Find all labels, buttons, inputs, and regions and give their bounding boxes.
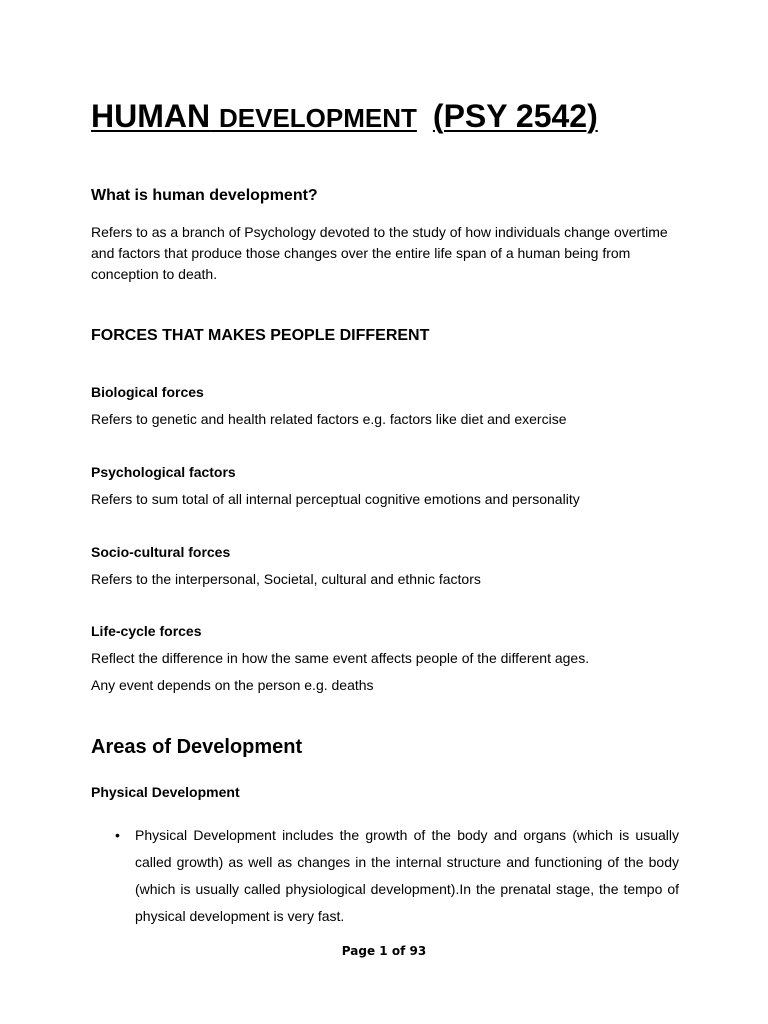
physical-development-heading: Physical Development (91, 784, 240, 800)
psychological-factors-text: Refers to sum total of all internal perceptual cognitive emotions and personality (91, 491, 580, 507)
psychological-factors-heading: Psychological factors (91, 464, 236, 480)
definition-paragraph: Refers to as a branch of Psychology devoted to the study of how individuals change overtime and factors that produce those changes over the entire life span of a human being from conception to death. (91, 224, 668, 282)
forces-heading: FORCES THAT MAKES PEOPLE DIFFERENT (91, 327, 430, 344)
page-number: 1 (379, 944, 388, 958)
life-cycle-forces-heading: Life-cycle forces (91, 623, 202, 639)
bullet-icon: • (115, 827, 120, 843)
socio-cultural-forces-text: Refers to the interpersonal, Societal, cultural and ethnic factors (91, 571, 481, 587)
biological-forces-text: Refers to genetic and health related factors e.g. factors like diet and exercise (91, 411, 567, 427)
page-footer (0, 943, 768, 959)
areas-heading: Areas of Development (91, 736, 303, 758)
page-label: Page (341, 944, 376, 958)
biological-forces-heading: Biological forces (91, 384, 204, 400)
title-part-course-code: (PSY 2542) (432, 98, 598, 134)
title-part-development: DEVELOPMENT (218, 103, 417, 133)
title-part-human: HUMAN (91, 98, 211, 134)
socio-cultural-forces-heading: Socio-cultural forces (91, 544, 231, 560)
document-title (91, 96, 598, 138)
question-heading: What is human development? (91, 187, 318, 204)
life-cycle-forces-text-1: Reflect the difference in how the same event affects people of the different ages. (91, 650, 590, 666)
total-pages: 93 (409, 944, 427, 958)
physical-development-bullet: Physical Development includes the growth of the body and organs (which is usually called growth) as well as changes in the internal structure and functioning of the body (which is usually called physiological development).In the prenatal stage, the tempo of physical development is very fast. (135, 827, 679, 924)
life-cycle-forces-text-2: Any event depends on the person e.g. deaths (91, 677, 374, 693)
of-label: of (391, 944, 406, 958)
